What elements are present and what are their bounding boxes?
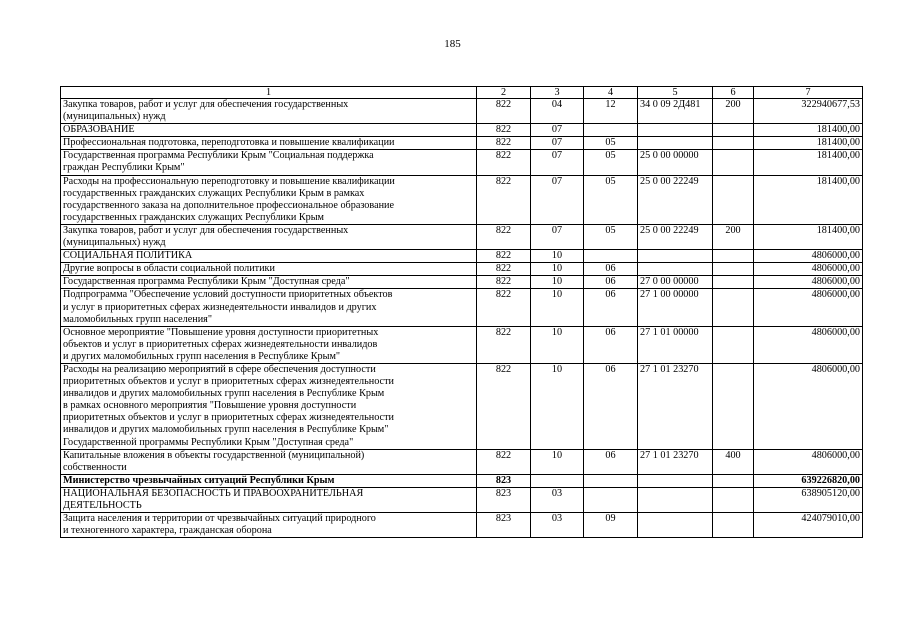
row-section-cell: 03 xyxy=(531,487,584,512)
row-amount-cell: 4806000,00 xyxy=(754,276,863,289)
table-row xyxy=(61,474,863,487)
row-amount-cell: 638905120,00 xyxy=(754,487,863,512)
row-subsection-cell: 06 xyxy=(584,289,638,326)
row-expense-type-cell xyxy=(713,250,754,263)
row-grbs-cell: 822 xyxy=(477,99,531,124)
row-section-cell: 07 xyxy=(531,150,584,175)
table-row xyxy=(61,175,863,224)
row-section-cell: 10 xyxy=(531,263,584,276)
row-target-article-cell: 27 1 01 23270 xyxy=(638,449,713,474)
row-section-cell: 03 xyxy=(531,513,584,538)
row-amount-cell: 181400,00 xyxy=(754,124,863,137)
row-subsection-cell: 09 xyxy=(584,513,638,538)
row-section-cell: 10 xyxy=(531,250,584,263)
row-name-cell: Подпрограмма "Обеспечение условий доступности приоритетных объектов и услуг в приоритетных сферах жизнедеятельности инвалидов и других маломобильных групп населения" xyxy=(61,289,477,326)
table-row xyxy=(61,99,863,124)
row-amount-cell: 4806000,00 xyxy=(754,363,863,449)
row-target-article-cell: 27 0 00 00000 xyxy=(638,276,713,289)
table-row xyxy=(61,263,863,276)
row-grbs-cell: 822 xyxy=(477,276,531,289)
row-amount-cell: 181400,00 xyxy=(754,224,863,249)
row-subsection-cell xyxy=(584,487,638,512)
row-grbs-cell: 822 xyxy=(477,250,531,263)
row-subsection-cell: 06 xyxy=(584,449,638,474)
row-amount-cell: 639226820,00 xyxy=(754,474,863,487)
row-subsection-cell: 05 xyxy=(584,175,638,224)
header-row xyxy=(61,87,863,99)
row-expense-type-cell xyxy=(713,513,754,538)
row-expense-type-cell xyxy=(713,487,754,512)
row-name-cell: Государственная программа Республики Крым "Социальная поддержка граждан Республики Крым" xyxy=(61,150,477,175)
row-section-cell: 10 xyxy=(531,449,584,474)
row-name-cell: Расходы на профессиональную переподготовку и повышение квалификации государственных гражданских служащих Республики Крым в рамках государственного заказа на дополнительное профессиональное образование государственных гражданских служащих Республики Крым xyxy=(61,175,477,224)
row-target-article-cell: 25 0 00 22249 xyxy=(638,224,713,249)
table-row xyxy=(61,513,863,538)
row-expense-type-cell xyxy=(713,124,754,137)
header-cell: 3 xyxy=(531,87,584,99)
row-section-cell: 07 xyxy=(531,137,584,150)
row-expense-type-cell xyxy=(713,137,754,150)
row-name-cell: Капитальные вложения в объекты государственной (муниципальной) собственности xyxy=(61,449,477,474)
row-amount-cell: 4806000,00 xyxy=(754,449,863,474)
row-target-article-cell xyxy=(638,474,713,487)
row-grbs-cell: 822 xyxy=(477,175,531,224)
row-subsection-cell: 06 xyxy=(584,276,638,289)
table-row xyxy=(61,487,863,512)
row-amount-cell: 4806000,00 xyxy=(754,250,863,263)
row-expense-type-cell xyxy=(713,289,754,326)
row-expense-type-cell xyxy=(713,175,754,224)
page-number: 185 xyxy=(444,38,461,50)
row-subsection-cell: 06 xyxy=(584,326,638,363)
row-grbs-cell: 822 xyxy=(477,326,531,363)
row-grbs-cell: 822 xyxy=(477,363,531,449)
row-name-cell: Министерство чрезвычайных ситуаций Республики Крым xyxy=(61,474,477,487)
row-target-article-cell xyxy=(638,250,713,263)
row-amount-cell: 4806000,00 xyxy=(754,289,863,326)
row-name-cell: НАЦИОНАЛЬНАЯ БЕЗОПАСНОСТЬ И ПРАВООХРАНИТЕЛЬНАЯ ДЕЯТЕЛЬНОСТЬ xyxy=(61,487,477,512)
row-target-article-cell: 25 0 00 00000 xyxy=(638,150,713,175)
row-grbs-cell: 822 xyxy=(477,263,531,276)
row-subsection-cell: 05 xyxy=(584,137,638,150)
row-name-cell: Государственная программа Республики Крым "Доступная среда" xyxy=(61,276,477,289)
budget-table xyxy=(60,86,863,538)
row-target-article-cell: 27 1 01 23270 xyxy=(638,363,713,449)
row-section-cell: 07 xyxy=(531,175,584,224)
row-section-cell xyxy=(531,474,584,487)
row-name-cell: Основное мероприятие "Повышение уровня доступности приоритетных объектов и услуг в приоритетных сферах жизнедеятельности инвалидов и других маломобильных групп населения в Республике Крым" xyxy=(61,326,477,363)
row-name-cell: Закупка товаров, работ и услуг для обеспечения государственных (муниципальных) нужд xyxy=(61,99,477,124)
row-expense-type-cell: 200 xyxy=(713,224,754,249)
row-expense-type-cell xyxy=(713,474,754,487)
row-grbs-cell: 822 xyxy=(477,124,531,137)
header-cell: 6 xyxy=(713,87,754,99)
row-section-cell: 10 xyxy=(531,289,584,326)
table-row xyxy=(61,363,863,449)
row-target-article-cell: 27 1 00 00000 xyxy=(638,289,713,326)
row-subsection-cell xyxy=(584,474,638,487)
row-grbs-cell: 822 xyxy=(477,224,531,249)
row-expense-type-cell xyxy=(713,276,754,289)
row-grbs-cell: 823 xyxy=(477,474,531,487)
table-row xyxy=(61,276,863,289)
row-target-article-cell xyxy=(638,487,713,512)
table-row xyxy=(61,150,863,175)
header-cell: 2 xyxy=(477,87,531,99)
header-cell: 1 xyxy=(61,87,477,99)
row-name-cell: Профессиональная подготовка, переподготовка и повышение квалификации xyxy=(61,137,477,150)
row-amount-cell: 424079010,00 xyxy=(754,513,863,538)
row-grbs-cell: 823 xyxy=(477,487,531,512)
row-target-article-cell: 25 0 00 22249 xyxy=(638,175,713,224)
table-row xyxy=(61,449,863,474)
row-subsection-cell: 06 xyxy=(584,363,638,449)
row-name-cell: Расходы на реализацию мероприятий в сфере обеспечения доступности приоритетных объектов и услуг в приоритетных сферах жизнедеятельности инвалидов и других маломобильных групп населения в Республике Крым в рамках основного мероприятия "Повышение уровня доступности приоритетных объектов и услуг в приоритетных сферах жизнедеятельности инвалидов и других маломобильных групп населения в Республике Крым" Государственной программы Республики Крым "Доступная среда" xyxy=(61,363,477,449)
row-subsection-cell xyxy=(584,250,638,263)
row-subsection-cell: 06 xyxy=(584,263,638,276)
header-cell: 7 xyxy=(754,87,863,99)
row-expense-type-cell xyxy=(713,363,754,449)
row-section-cell: 10 xyxy=(531,276,584,289)
header-cell: 5 xyxy=(638,87,713,99)
row-subsection-cell: 05 xyxy=(584,224,638,249)
row-target-article-cell xyxy=(638,513,713,538)
row-grbs-cell: 822 xyxy=(477,137,531,150)
table-row xyxy=(61,224,863,249)
row-subsection-cell: 12 xyxy=(584,99,638,124)
row-target-article-cell xyxy=(638,137,713,150)
row-expense-type-cell xyxy=(713,263,754,276)
table-row xyxy=(61,289,863,326)
row-grbs-cell: 822 xyxy=(477,449,531,474)
row-name-cell: СОЦИАЛЬНАЯ ПОЛИТИКА xyxy=(61,250,477,263)
row-target-article-cell xyxy=(638,124,713,137)
table-row xyxy=(61,124,863,137)
row-section-cell: 07 xyxy=(531,124,584,137)
table-row xyxy=(61,326,863,363)
row-amount-cell: 322940677,53 xyxy=(754,99,863,124)
row-name-cell: Закупка товаров, работ и услуг для обеспечения государственных (муниципальных) нужд xyxy=(61,224,477,249)
row-name-cell: ОБРАЗОВАНИЕ xyxy=(61,124,477,137)
row-expense-type-cell: 400 xyxy=(713,449,754,474)
row-amount-cell: 181400,00 xyxy=(754,150,863,175)
row-name-cell: Защита населения и территории от чрезвычайных ситуаций природного и техногенного характера, гражданская оборона xyxy=(61,513,477,538)
row-expense-type-cell xyxy=(713,326,754,363)
row-section-cell: 10 xyxy=(531,363,584,449)
row-amount-cell: 181400,00 xyxy=(754,137,863,150)
row-section-cell: 04 xyxy=(531,99,584,124)
row-amount-cell: 181400,00 xyxy=(754,175,863,224)
row-subsection-cell xyxy=(584,124,638,137)
row-target-article-cell: 27 1 01 00000 xyxy=(638,326,713,363)
row-amount-cell: 4806000,00 xyxy=(754,263,863,276)
row-grbs-cell: 822 xyxy=(477,289,531,326)
header-cell: 4 xyxy=(584,87,638,99)
row-name-cell: Другие вопросы в области социальной политики xyxy=(61,263,477,276)
row-expense-type-cell xyxy=(713,150,754,175)
row-amount-cell: 4806000,00 xyxy=(754,326,863,363)
row-target-article-cell: 34 0 09 2Д481 xyxy=(638,99,713,124)
table-row xyxy=(61,250,863,263)
row-section-cell: 10 xyxy=(531,326,584,363)
row-section-cell: 07 xyxy=(531,224,584,249)
table-row xyxy=(61,137,863,150)
row-expense-type-cell: 200 xyxy=(713,99,754,124)
row-target-article-cell xyxy=(638,263,713,276)
row-grbs-cell: 823 xyxy=(477,513,531,538)
row-subsection-cell: 05 xyxy=(584,150,638,175)
row-grbs-cell: 822 xyxy=(477,150,531,175)
